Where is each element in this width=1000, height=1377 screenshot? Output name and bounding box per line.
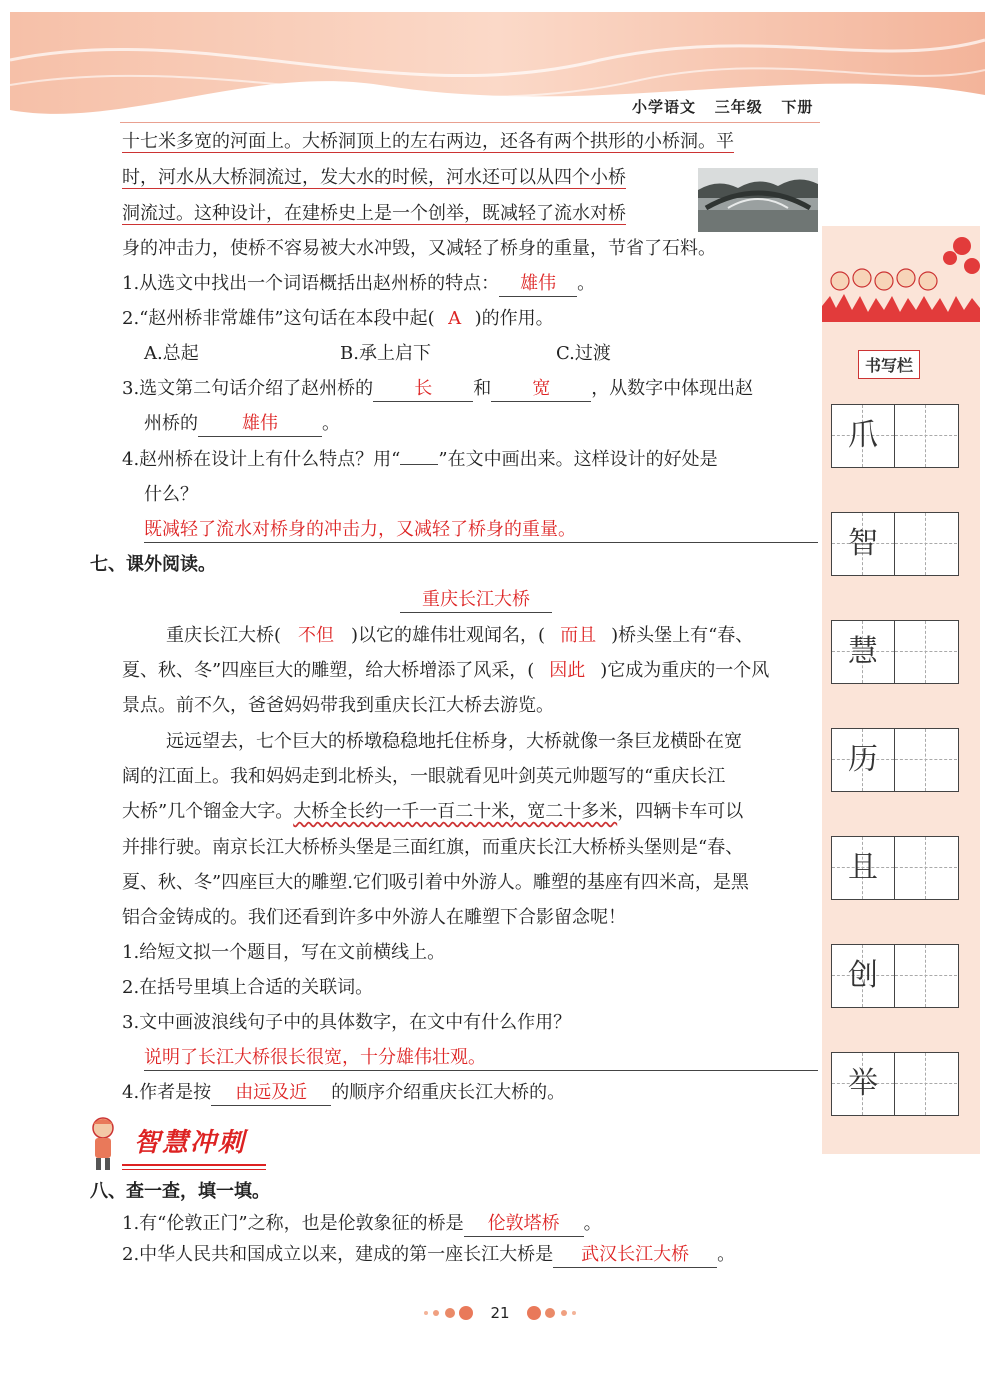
passage-text: 十七米多宽的河面上。大桥洞顶上的左右两边，还各有两个拱形的小桥洞。平	[122, 131, 734, 152]
punct: 。	[583, 1213, 602, 1234]
header-grade: 三年级	[714, 98, 763, 116]
punct: 。	[717, 1244, 736, 1265]
answer-blank[interactable]: 由远及近	[211, 1081, 331, 1106]
article-text: 远远望去，七个巨大的桥墩稳稳地托住桥身，大桥就像一条巨龙横卧在宽	[166, 731, 742, 752]
answer-blank[interactable]: 而且	[560, 625, 597, 646]
sprint-rule	[122, 1164, 266, 1166]
article-line-3	[122, 694, 554, 718]
writing-grid-1[interactable]	[831, 404, 959, 468]
answer-blank[interactable]: 雄伟	[499, 272, 577, 297]
passage-text: 时，河水从大桥洞流过，发大水的时候，河水还可以从四个小桥	[122, 167, 626, 188]
question-4-cont	[144, 483, 198, 507]
header-decoration	[0, 0, 1000, 150]
article-text: )桥头堡上有“春、	[611, 625, 754, 646]
q2-option-b	[340, 342, 431, 366]
question-text: 州桥的	[144, 413, 198, 434]
option-text: A.总起	[144, 343, 199, 364]
article-line-6	[122, 800, 743, 824]
question-text: 1.从选文中找出一个词语概括出赵州桥的特点：	[122, 273, 500, 294]
sprint-title	[134, 1122, 246, 1159]
answer-text: 既减轻了流水对桥身的冲击力，又减轻了桥身的重量。	[144, 519, 576, 540]
section-title: 七、课外阅读。	[90, 554, 216, 575]
article-line-5	[122, 765, 725, 789]
boy-mascot-icon	[86, 1116, 120, 1172]
writing-column-label-text: 书写栏	[865, 356, 914, 375]
s7-question-4	[122, 1081, 565, 1106]
question-text: 什么？	[144, 484, 198, 505]
question-text: 2.“赵州桥非常雄伟”这句话在本段中起(	[122, 308, 435, 329]
section-title: 八、查一查，填一填。	[90, 1181, 270, 1202]
s7-question-1	[122, 941, 445, 965]
practice-char: 爪	[848, 418, 878, 453]
writing-grid-3[interactable]	[831, 620, 959, 684]
question-text: 1.给短文拟一个题目，写在文前横线上。	[122, 942, 446, 963]
passage-text: 身的冲击力，使桥不容易被大水冲毁，又减轻了桥身的重量，节省了石料。	[122, 238, 716, 259]
sprint-title-text: 智慧冲刺	[134, 1128, 247, 1158]
answer-blank[interactable]: 长	[373, 377, 473, 402]
passage-line-4	[122, 237, 716, 261]
q2-option-c	[556, 342, 611, 366]
punct: 。	[577, 273, 596, 294]
article-text: 景点。前不久，爸爸妈妈带我到重庆长江大桥去游览。	[122, 695, 554, 716]
answer-blank[interactable]: 伦敦塔桥	[464, 1212, 584, 1237]
question-text: 的顺序介绍重庆长江大桥的。	[331, 1082, 566, 1103]
wavy-underlined-text: 大桥全长约一千一百二十米，宽二十多米	[293, 801, 618, 822]
article-text: 重庆长江大桥(	[166, 625, 282, 646]
article-line-8	[122, 871, 749, 895]
flower-children-illustration	[822, 226, 980, 322]
article-line-2	[122, 659, 769, 683]
article-title[interactable]	[400, 588, 552, 613]
section-7-title	[90, 553, 216, 577]
writing-grid-5[interactable]	[831, 836, 959, 900]
s7-question-3-answer[interactable]	[144, 1046, 818, 1071]
article-text: 夏、秋、冬”四座巨大的雕塑，给大桥增添了风采，(	[122, 660, 535, 681]
question-4-answer[interactable]	[144, 518, 818, 543]
question-3-cont	[144, 412, 340, 437]
practice-char: 历	[848, 742, 878, 777]
header-info	[632, 96, 813, 117]
s8-question-2	[122, 1243, 735, 1268]
page-number-text: 21	[490, 1304, 510, 1322]
question-text: ，从数字中体现出赵	[591, 378, 754, 399]
option-text: B.承上启下	[340, 343, 431, 364]
answer-blank[interactable]: 武汉长江大桥	[553, 1243, 717, 1268]
article-text: 并排行驶。南京长江大桥桥头堡是三面红旗，而重庆长江大桥桥头堡则是“春、	[122, 837, 744, 858]
answer-text: 说明了长江大桥很长很宽，十分雄伟壮观。	[144, 1047, 486, 1068]
writing-grid-6[interactable]	[831, 944, 959, 1008]
passage-text: 洞流过。这种设计，在建桥史上是一个创举，既减轻了流水对桥	[122, 203, 626, 224]
s7-question-3	[122, 1011, 571, 1035]
s8-question-1	[122, 1212, 602, 1237]
question-text: 3.文中画波浪线句子中的具体数字，在文中有什么作用？	[122, 1012, 572, 1033]
writing-grid-4[interactable]	[831, 728, 959, 792]
article-line-4	[166, 730, 742, 754]
punct: 。	[322, 413, 340, 434]
article-line-1	[166, 624, 753, 648]
option-text: C.过渡	[556, 343, 611, 364]
answer-blank[interactable]: 宽	[491, 377, 591, 402]
question-text: 4.作者是按	[122, 1082, 212, 1103]
question-text: 和	[473, 378, 492, 399]
q2-option-a	[144, 342, 199, 366]
question-text: ”在文中画出来。这样设计的好处是	[438, 449, 718, 470]
header-rule	[120, 122, 820, 123]
answer-blank[interactable]: 不但	[298, 625, 335, 646]
zhaozhou-bridge-photo	[698, 168, 818, 232]
article-text: 大桥”几个镏金大字。	[122, 801, 294, 822]
article-text: 铝合金铸成的。我们还看到许多中外游人在雕塑下合影留念呢！	[122, 907, 626, 928]
question-text: 4.赵州桥在设计上有什么特点？用“	[122, 449, 401, 470]
question-4	[122, 448, 718, 472]
article-text: 阔的江面上。我和妈妈走到北桥头，一眼就看见叶剑英元帅题写的“重庆长江	[122, 766, 726, 787]
underline-sample	[400, 464, 438, 465]
article-text: 夏、秋、冬”四座巨大的雕塑.它们吸引着中外游人。雕塑的基座有四米高，是黑	[122, 872, 749, 893]
question-text: 2.在括号里填上合适的关联词。	[122, 977, 374, 998]
passage-line-1	[122, 130, 734, 154]
article-line-9	[122, 906, 626, 930]
article-title-text: 重庆长江大桥	[422, 589, 530, 610]
answer-blank[interactable]: 雄伟	[198, 412, 322, 437]
question-1	[122, 272, 595, 297]
answer-choice[interactable]: A	[448, 308, 462, 329]
answer-blank[interactable]: 因此	[549, 660, 586, 681]
article-line-7	[122, 836, 743, 860]
s7-question-2	[122, 976, 373, 1000]
practice-char: 慧	[848, 634, 878, 669]
practice-char: 智	[848, 526, 878, 561]
practice-char: 举	[848, 1066, 878, 1101]
article-text: )以它的雄伟壮观闻名，(	[351, 625, 546, 646]
section-8-title	[90, 1180, 270, 1204]
header-subject: 小学语文	[632, 98, 697, 116]
practice-char: 且	[848, 850, 878, 885]
writing-grid-2[interactable]	[831, 512, 959, 576]
page-number	[478, 1303, 522, 1323]
article-text: )它成为重庆的一个风	[600, 660, 770, 681]
passage-line-3	[122, 202, 626, 226]
question-text: 1.有“伦敦正门”之称，也是伦敦象征的桥是	[122, 1213, 464, 1234]
writing-grid-7[interactable]	[831, 1052, 959, 1116]
sprint-rule-2	[122, 1169, 266, 1170]
question-3	[122, 377, 753, 402]
header-volume: 下册	[781, 98, 814, 116]
question-text: 2.中华人民共和国成立以来，建成的第一座长江大桥是	[122, 1244, 554, 1265]
passage-line-2	[122, 166, 626, 190]
writing-column-label	[858, 350, 920, 379]
question-text: 3.选文第二句话介绍了赵州桥的	[122, 378, 374, 399]
question-2	[122, 307, 554, 331]
article-text: ，四辆卡车可以	[617, 801, 744, 822]
practice-char: 创	[848, 958, 878, 993]
question-text: )的作用。	[474, 308, 554, 329]
